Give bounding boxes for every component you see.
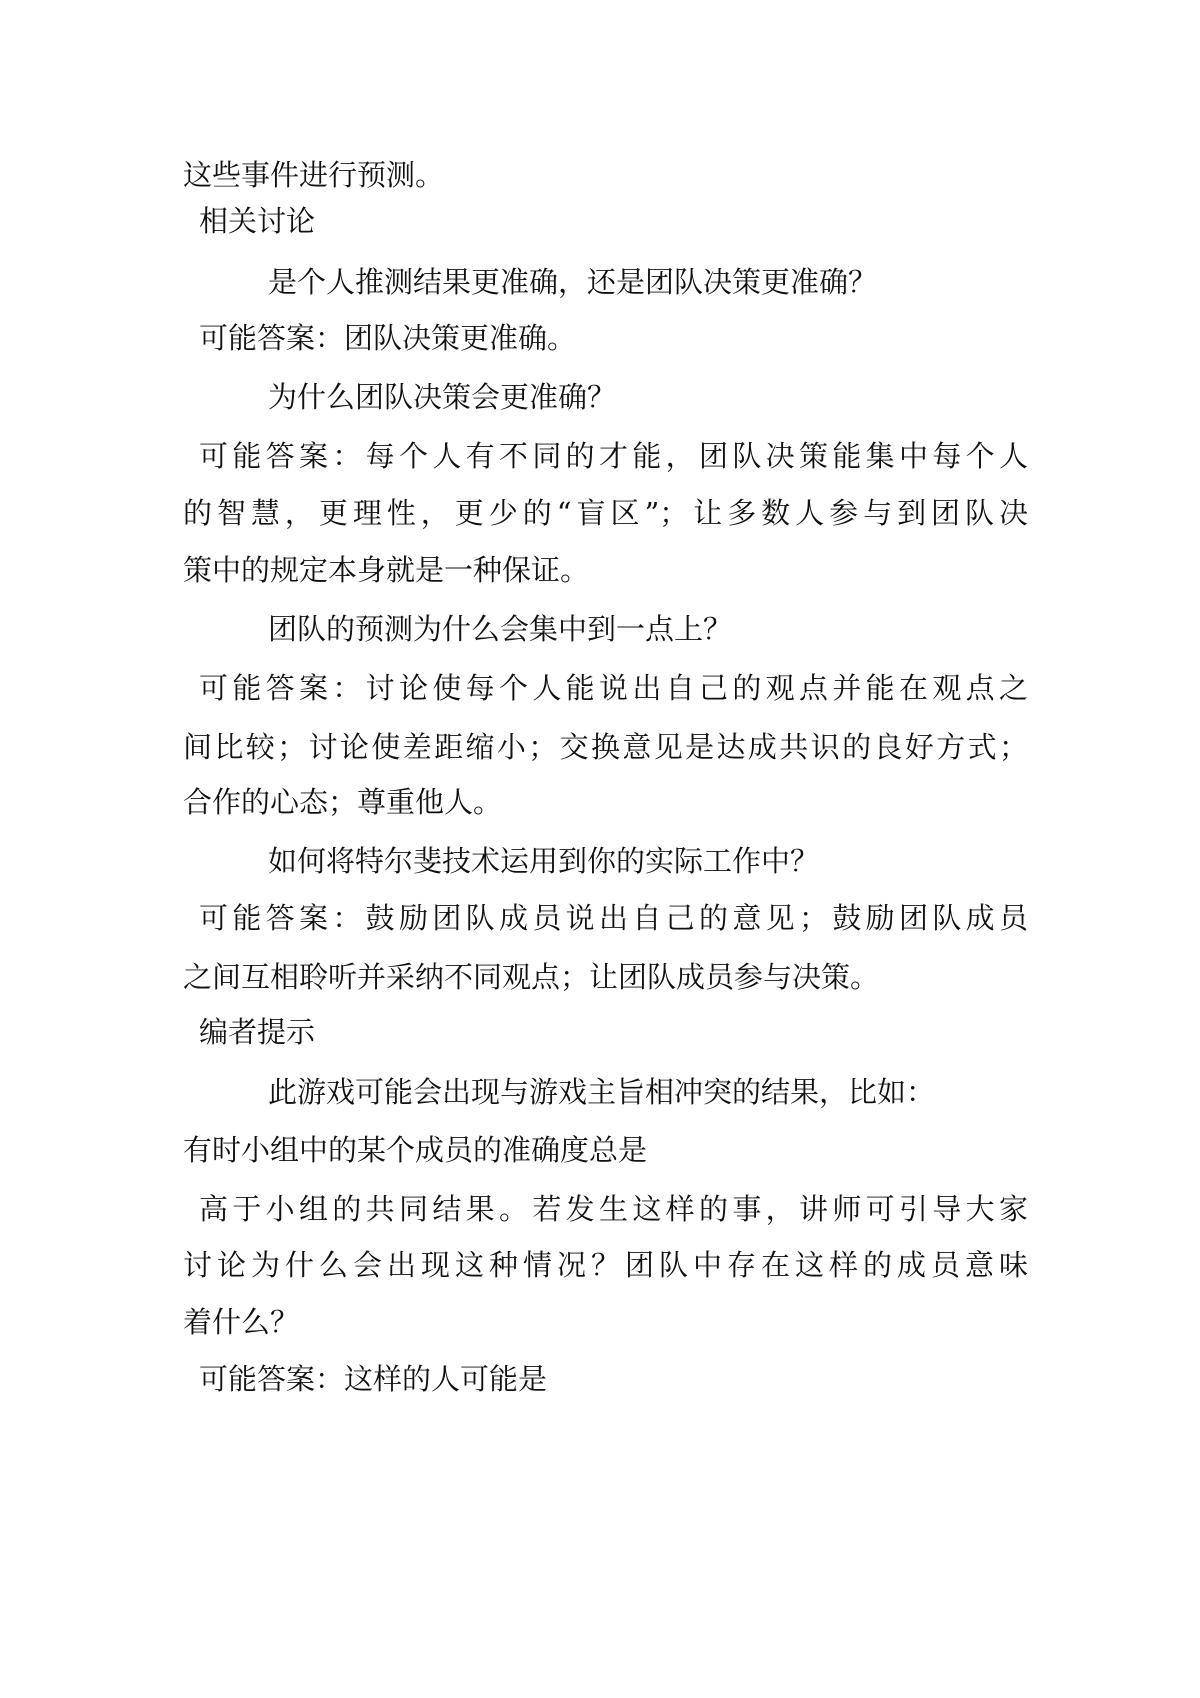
question-line: 是个人推测结果更准确，还是团队决策更准确？ — [268, 265, 878, 299]
answer-line: 可能答案：鼓励团队成员说出自己的意见；鼓励团队成员 — [199, 901, 1028, 935]
answer-line: 可能答案：讨论使每个人能说出自己的观点并能在观点之 — [199, 671, 1028, 705]
text-line: 之间互相聆听并采纳不同观点；让团队成员参与决策。 — [183, 960, 880, 994]
section-heading: 编者提示 — [199, 1015, 316, 1049]
text-line: 讨论为什么会出现这种情况？团队中存在这样的成员意味 — [183, 1248, 1028, 1282]
answer-line: 可能答案：每个人有不同的才能，团队决策能集中每个人 — [199, 439, 1028, 473]
text-line: 这些事件进行预测。 — [183, 158, 445, 192]
text-line: 合作的心态；尊重他人。 — [183, 785, 503, 819]
question-line: 为什么团队决策会更准确？ — [268, 380, 617, 414]
question-line: 如何将特尔斐技术运用到你的实际工作中？ — [268, 844, 820, 878]
answer-line: 可能答案：这样的人可能是 — [199, 1362, 548, 1396]
text-line: 策中的规定本身就是一种保证。 — [183, 553, 590, 587]
paragraph-line: 此游戏可能会出现与游戏主旨相冲突的结果，比如： — [268, 1075, 936, 1109]
question-line: 团队的预测为什么会集中到一点上？ — [268, 612, 733, 646]
text-line: 着什么？ — [183, 1305, 300, 1339]
text-line: 间比较；讨论使差距缩小；交换意见是达成共识的良好方式； — [183, 730, 1028, 764]
section-heading: 相关讨论 — [199, 204, 316, 238]
text-line: 有时小组中的某个成员的准确度总是 — [183, 1133, 648, 1167]
answer-line: 可能答案：团队决策更准确。 — [199, 321, 577, 355]
text-line: 高于小组的共同结果。若发生这样的事，讲师可引导大家 — [199, 1192, 1028, 1226]
text-line: 的智慧，更理性，更少的“盲区”；让多数人参与到团队决 — [183, 496, 1028, 530]
